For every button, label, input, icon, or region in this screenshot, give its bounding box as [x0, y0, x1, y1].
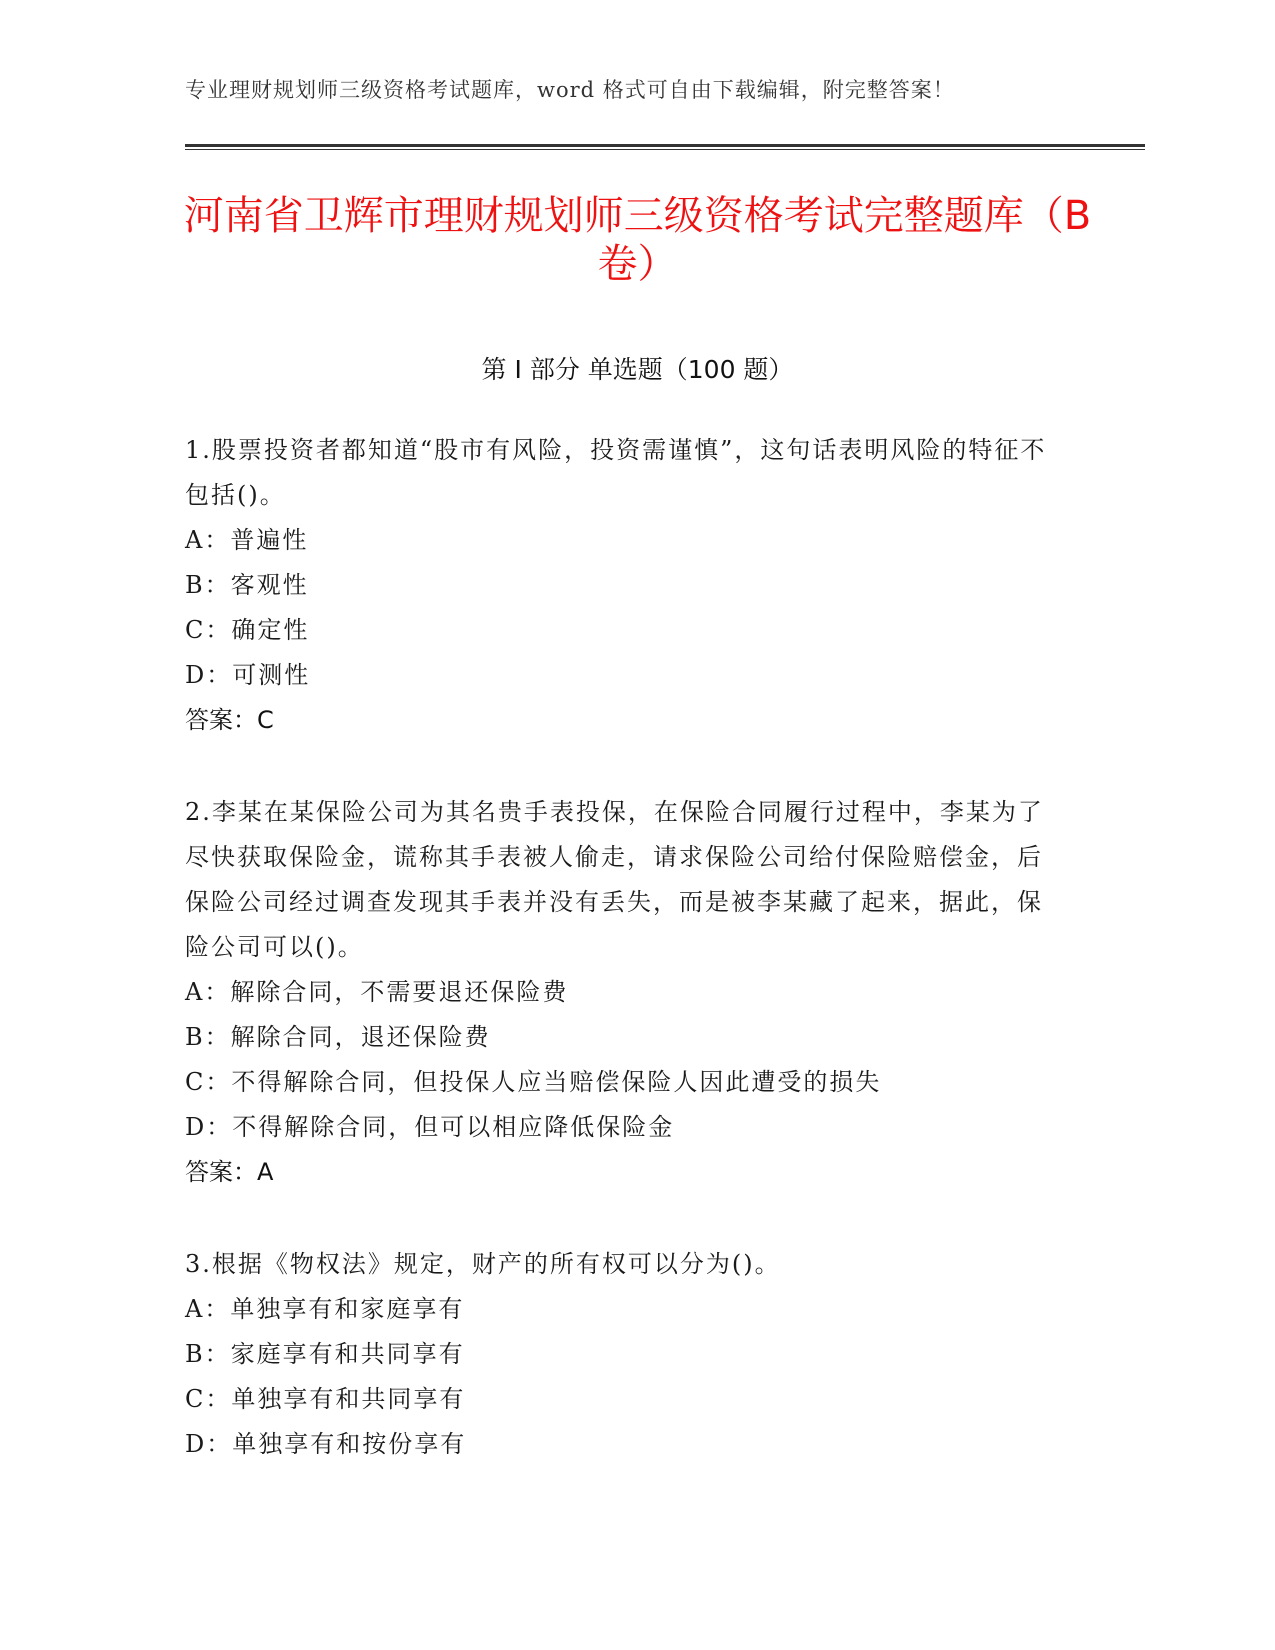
option-b: B：家庭享有和共同享有 [185, 1340, 465, 1368]
option-b: B：解除合同，退还保险费 [185, 1023, 491, 1051]
header-divider [185, 144, 1145, 147]
option-c: C：确定性 [185, 616, 310, 644]
answer-label: 答案：C [185, 706, 274, 734]
option-d: D：不得解除合同，但可以相应降低保险金 [185, 1113, 675, 1141]
question-list [185, 428, 1065, 1514]
option-a: A：普遍性 [185, 526, 309, 554]
document-title: 河南省卫辉市理财规划师三级资格考试完整题库（B 卷） [183, 193, 1092, 287]
question-stem: 1.股票投资者都知道“股市有风险，投资需谨慎”，这句话表明风险的特征不包括()。 [185, 436, 1047, 509]
section-title: 第 I 部分 单选题（100 题） [481, 355, 794, 384]
question-stem: 2.李某在某保险公司为其名贵手表投保，在保险合同履行过程中，李某为了尽快获取保险金，谎称其手表被人偷走，请求保险公司给付保险赔偿金，后保险公司经过调查发现其手表并没有丢失，而是被李某藏了起来，据此，保险公司可以()。 [185, 798, 1044, 961]
question-item [185, 790, 1065, 1195]
question-item [185, 428, 1065, 743]
option-c: C：不得解除合同，但投保人应当赔偿保险人因此遭受的损失 [185, 1068, 882, 1096]
option-b: B：客观性 [185, 571, 309, 599]
answer-label: 答案：A [185, 1158, 274, 1186]
option-c: C：单独享有和共同享有 [185, 1385, 466, 1413]
option-a: A：单独享有和家庭享有 [185, 1295, 465, 1323]
question-stem: 3.根据《物权法》规定，财产的所有权可以分为()。 [185, 1250, 781, 1278]
header-note: 专业理财规划师三级资格考试题库，word 格式可自由下载编辑，附完整答案！ [185, 78, 955, 102]
option-d: D：单独享有和按份享有 [185, 1430, 467, 1458]
option-d: D：可测性 [185, 661, 311, 689]
question-item [185, 1242, 1065, 1467]
option-a: A：解除合同，不需要退还保险费 [185, 978, 569, 1006]
